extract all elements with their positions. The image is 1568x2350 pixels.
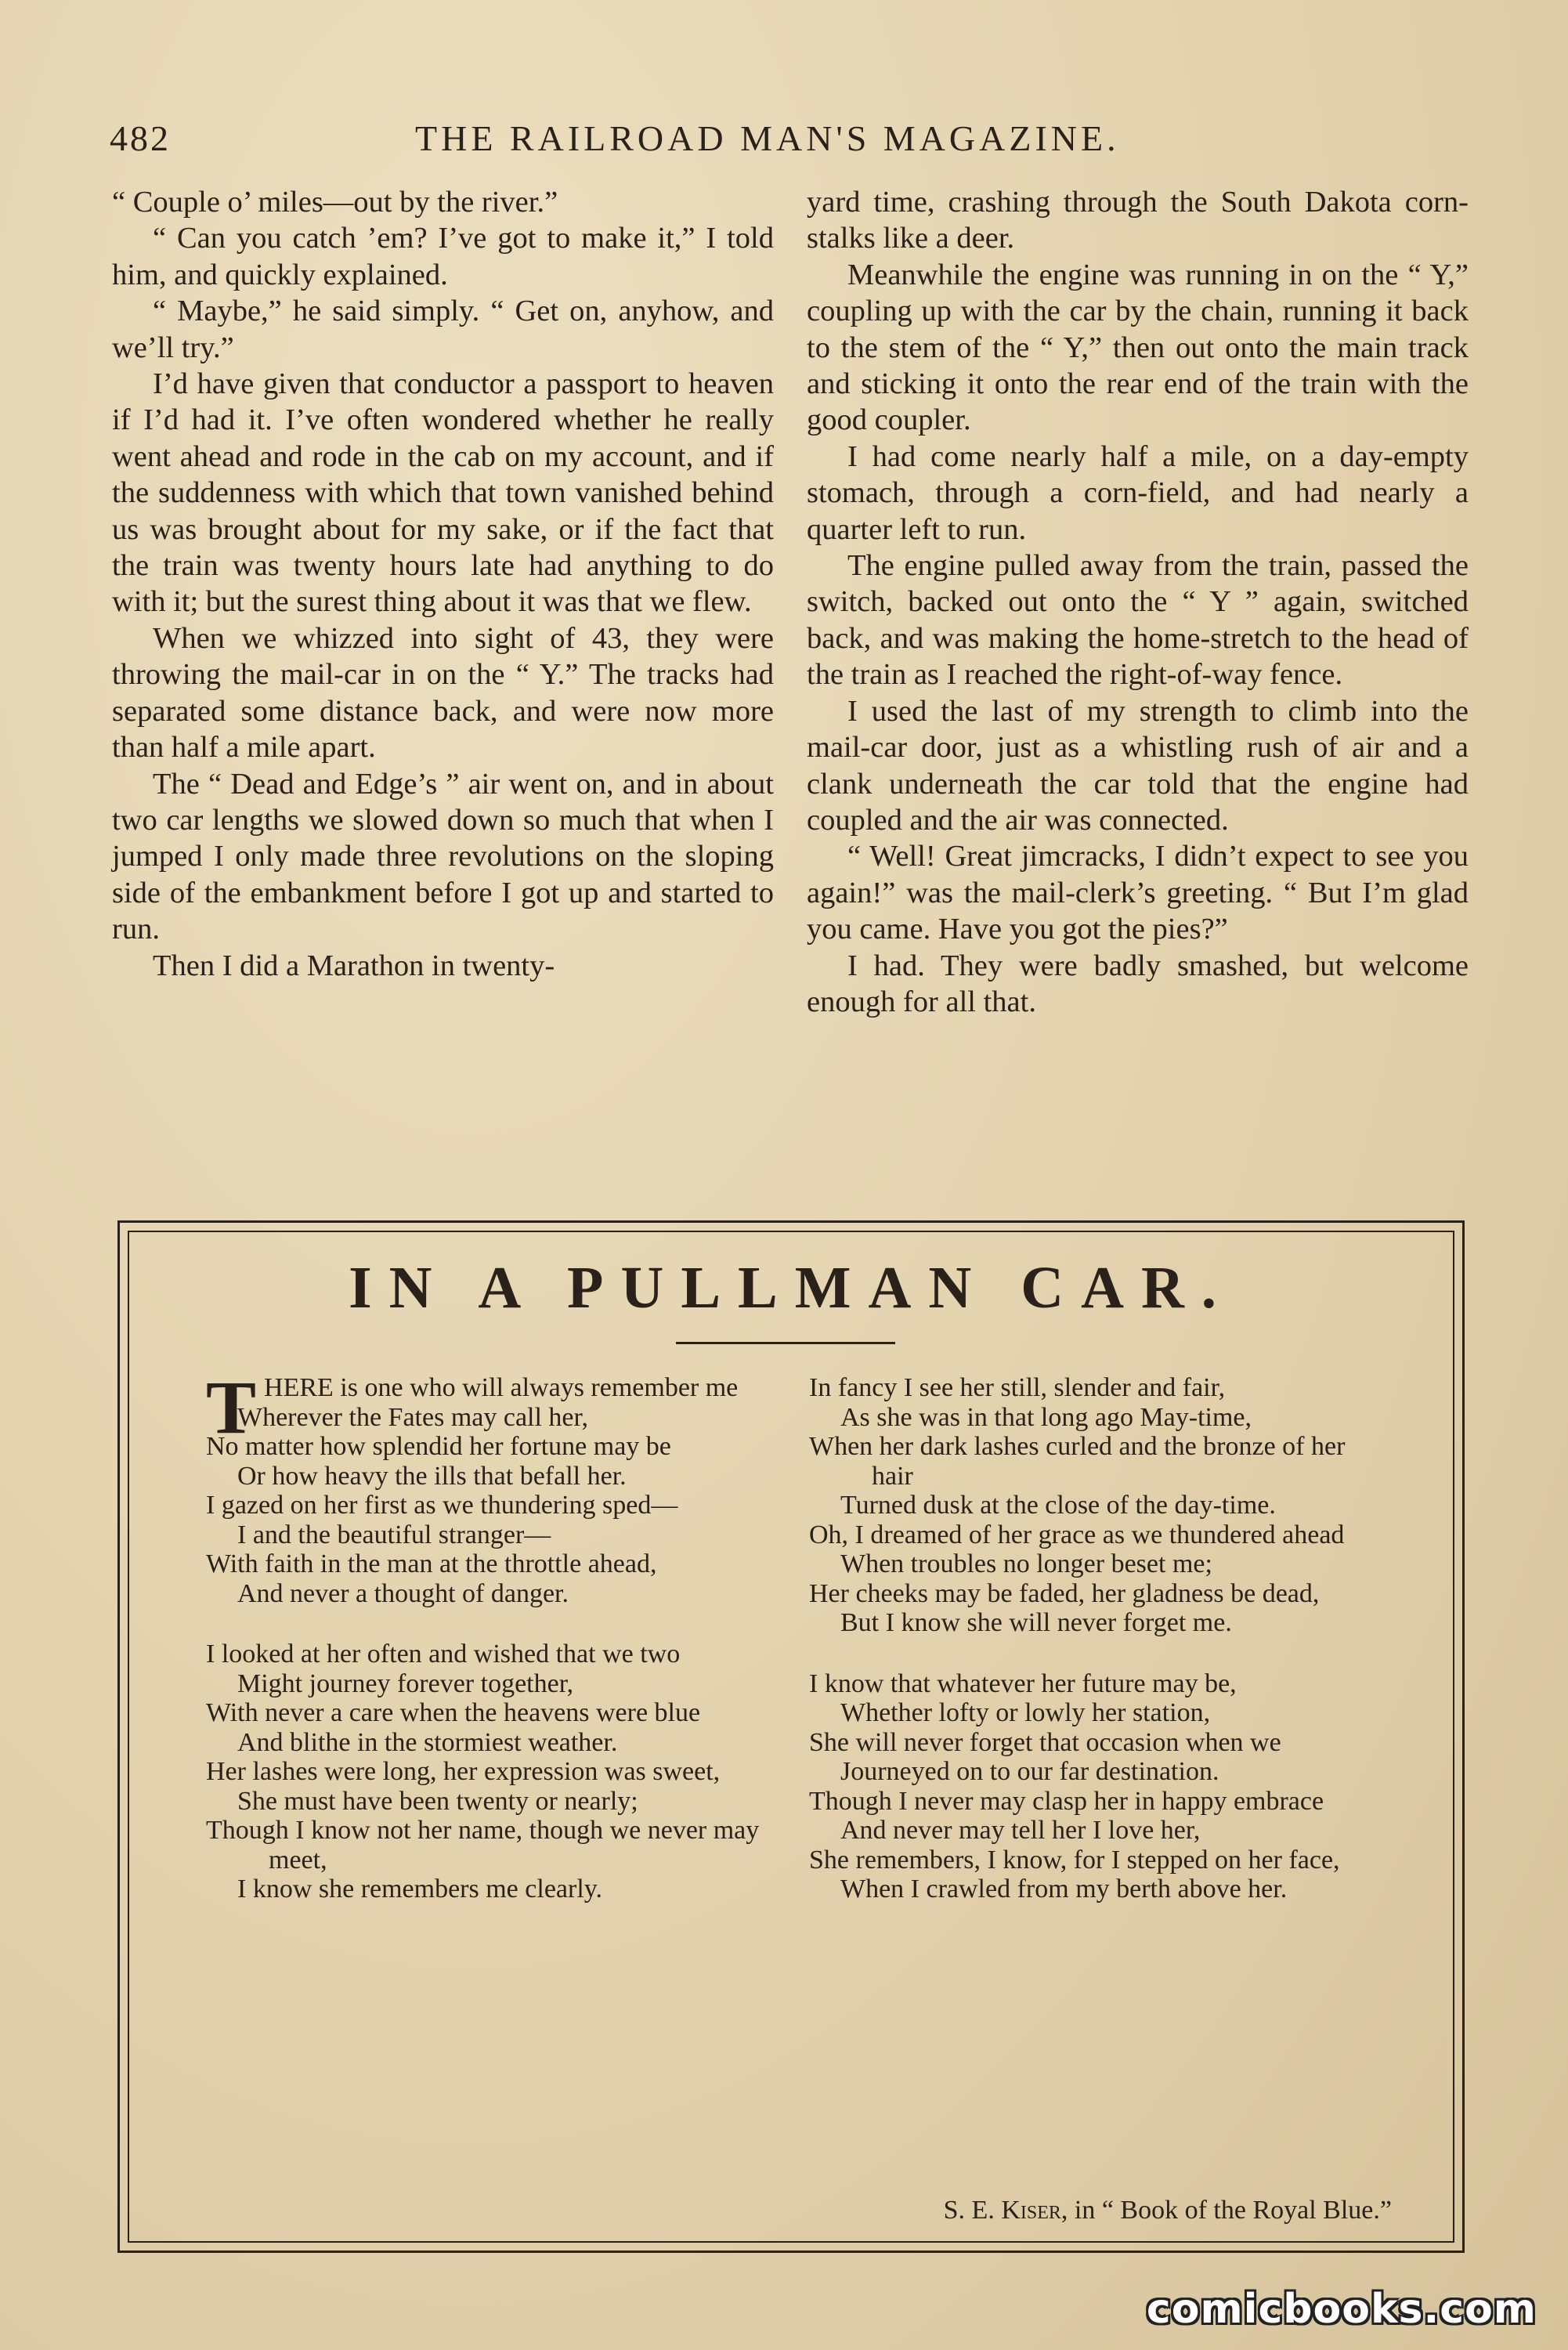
article-paragraph: “ Couple o’ miles—out by the river.”: [112, 186, 558, 219]
attribution-author: S. E. Kiser: [943, 2196, 1061, 2225]
article-paragraph: Then I did a Marathon in twenty-: [153, 949, 555, 982]
poem-line: With faith in the man at the throttle ahead,: [206, 1549, 657, 1578]
poem-line: Might journey forever together,: [237, 1668, 574, 1698]
poem-line: In fancy I see her still, slender and fair,: [809, 1373, 1226, 1402]
article-body: [110, 184, 1469, 1171]
poem-line: I know that whatever her future may be,: [809, 1668, 1237, 1698]
poem-line: She must have been twenty or nearly;: [237, 1786, 638, 1816]
poem-line: Though I never may clasp her in happy embrace: [809, 1786, 1324, 1816]
poem-line: And blithe in the stormiest weather.: [237, 1727, 618, 1757]
poem-line: I looked at her often and wished that we two: [206, 1640, 681, 1668]
article-paragraph: The engine pulled away from the train, passed the switch, backed out onto the “ Y ” again, switched back, and was making the home-stretch to the head of the train as I reached the right-of-way fence.: [807, 549, 1469, 692]
article-paragraph: “ Can you catch ’em? I’ve got to make it,” I told him, and quickly explained.: [112, 222, 774, 291]
poem-line: When her dark lashes curled and the bronze of her hair: [809, 1432, 1346, 1491]
poem-line: I know she remembers me clearly.: [237, 1875, 603, 1904]
poem-line: No matter how splendid her fortune may be: [206, 1432, 671, 1461]
poem-line: I gazed on her first as we thundering sped—: [206, 1491, 678, 1520]
article-paragraph: Meanwhile the engine was running in on the “ Y,” coupling up with the car by the chain, running it back to the stem of the “ Y,” then out onto the main track and sticking it onto the rear end of the train with the good coupler.: [807, 258, 1469, 437]
poem-line: But I know she will never forget me.: [840, 1608, 1232, 1637]
poem-line: Journeyed on to our far destination.: [840, 1757, 1219, 1786]
article-paragraph: I’d have given that conductor a passport to heaven if I’d had it. I’ve often wondered whether he really went ahead and rode in the cab on my account, and if the suddenness with which that town vanished behind us was brought about for my sake, or if the fact that the train was twenty hours late had anything to do with it; but the surest thing about it was that we flew.: [112, 367, 774, 619]
page-header: [110, 110, 1465, 172]
poem-line: When I crawled from my berth above her.: [840, 1875, 1288, 1904]
article-column-right: [807, 184, 1469, 1020]
poem-line: Though I know not her name, though we never may meet,: [206, 1816, 760, 1875]
poem-stanza: [809, 1373, 1389, 1638]
article-paragraph: I had. They were badly smashed, but welcome enough for all that.: [807, 949, 1469, 1018]
article-paragraph: I used the last of my strength to climb into the mail-car door, just as a whistling rush of air and a clank underneath the car told that the engine had coupled and the air was connected.: [807, 694, 1469, 837]
poem-line: HERE is one who will always remember me: [264, 1373, 739, 1402]
poem-line: And never a thought of danger.: [237, 1578, 569, 1608]
poem-line: When troubles no longer beset me;: [840, 1549, 1212, 1578]
poem-attribution: [944, 2196, 1392, 2225]
poem-line: As she was in that long ago May-time,: [840, 1402, 1252, 1432]
poem-line: Oh, I dreamed of her grace as we thundered ahead: [809, 1520, 1345, 1549]
attribution-source: , in “ Book of the Royal Blue.”: [1060, 2196, 1392, 2225]
article-paragraph: “ Maybe,” he said simply. “ Get on, anyhow, and we’ll try.”: [112, 295, 774, 364]
article-paragraph: The “ Dead and Edge’s ” air went on, and in about two car lengths we slowed down so much that when I jumped I only made three revolutions on the sloping side of the embankment before I got up and started to run.: [112, 767, 774, 946]
poem-line: Turned dusk at the close of the day-time.: [840, 1491, 1276, 1520]
poem-line: Or how heavy the ills that befall her.: [237, 1461, 627, 1491]
running-head: THE RAILROAD MAN'S MAGAZINE.: [415, 118, 1120, 158]
poem-line: And never may tell her I love her,: [840, 1816, 1201, 1845]
poem-line: She remembers, I know, for I stepped on her face,: [809, 1845, 1340, 1875]
poem-line: Whether lofty or lowly her station,: [840, 1698, 1211, 1727]
poem-column-right: [809, 1373, 1389, 1936]
poem-box: [117, 1220, 1465, 2253]
article-paragraph: yard time, crashing through the South Dakota corn-stalks like a deer.: [807, 186, 1469, 255]
poem-line: Her cheeks may be faded, her gladness be dead,: [809, 1578, 1320, 1608]
drop-cap: T: [206, 1365, 257, 1449]
poem-line: With never a care when the heavens were blue: [206, 1698, 701, 1727]
title-rule: [676, 1342, 895, 1344]
poem-stanza: [206, 1640, 786, 1904]
article-column-left: [112, 184, 774, 984]
poem-title: IN A PULLMAN CAR.: [349, 1255, 1234, 1321]
poem-line: She will never forget that occasion when we: [809, 1727, 1281, 1757]
page-number: 482: [110, 118, 171, 158]
poem-stanza: [809, 1669, 1389, 1904]
article-paragraph: I had come nearly half a mile, on a day-empty stomach, through a corn-field, and had nearly a quarter left to run.: [807, 439, 1469, 546]
article-paragraph: “ Well! Great jimcracks, I didn’t expect to see you again!” was the mail-clerk’s greeting. “ But I’m glad you came. Have you got the pies?”: [807, 840, 1469, 946]
poem-stanza: [206, 1365, 786, 1608]
article-paragraph: When we whizzed into sight of 43, they were throwing the mail-car in on the “ Y.” The tracks had separated some distance back, and were now more than half a mile apart.: [112, 621, 774, 765]
poem-line: I and the beautiful stranger—: [237, 1520, 551, 1549]
poem-line: Wherever the Fates may call her,: [237, 1402, 588, 1432]
poem-line: Her lashes were long, her expression was sweet,: [206, 1757, 721, 1786]
poem-column-left: [206, 1365, 786, 1936]
watermark-logo: comicbooks.com: [1146, 2286, 1537, 2333]
